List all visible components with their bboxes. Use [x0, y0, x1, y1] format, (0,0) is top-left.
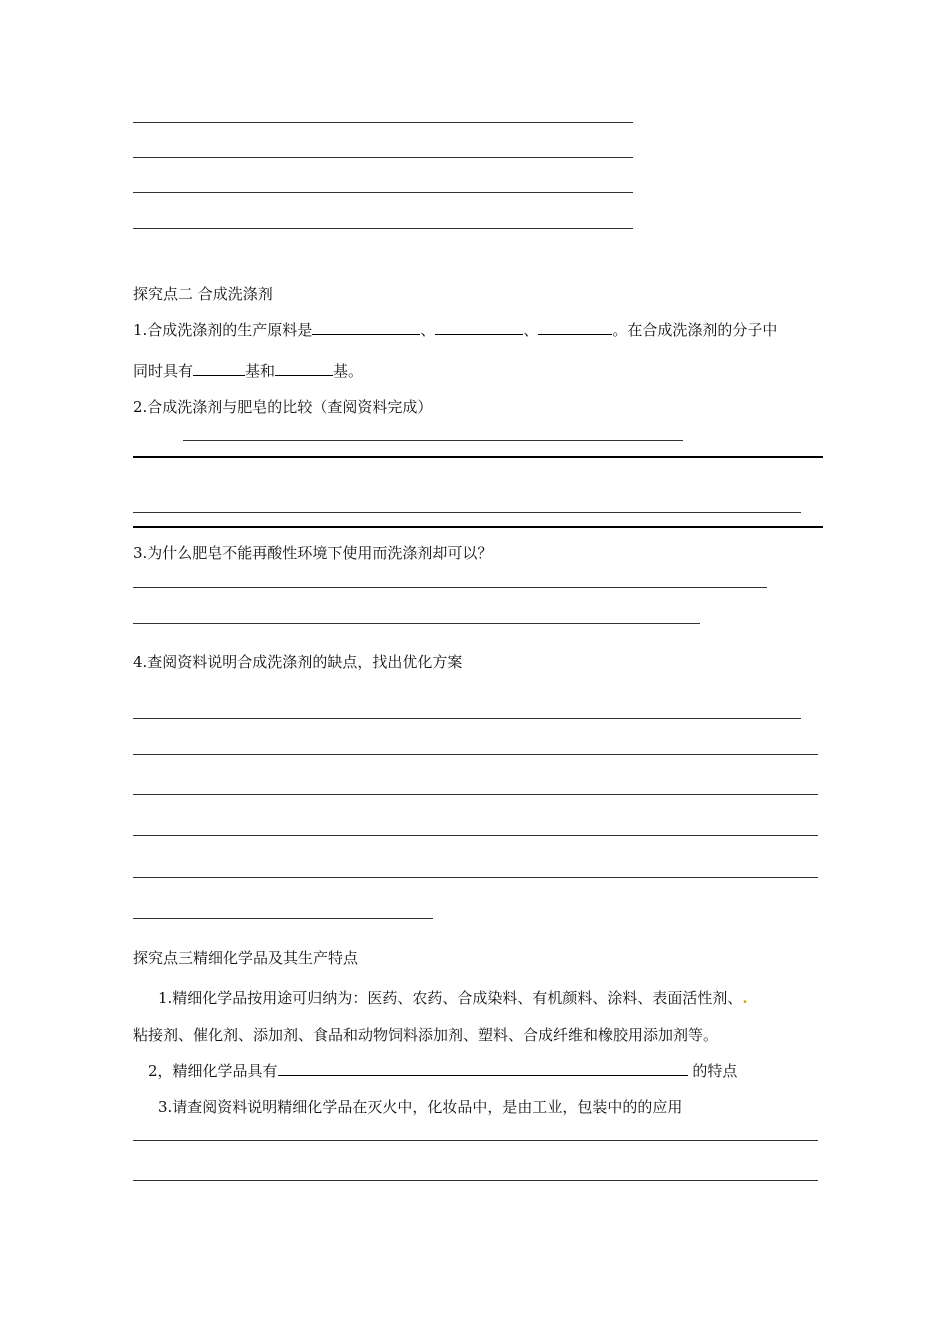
question-text: 1.合成洗涤剂的生产原料是: [133, 321, 313, 339]
blank[interactable]: [278, 1061, 688, 1076]
answer-line: [133, 623, 700, 624]
answer-line: [133, 157, 633, 158]
answer-line: [133, 526, 823, 528]
answer-line: [133, 587, 767, 588]
question-text: 。在合成洗涤剂的分子中: [612, 321, 778, 339]
separator: 、: [420, 321, 436, 339]
answer-line: [133, 754, 818, 755]
blank[interactable]: [538, 320, 612, 335]
question-2: 2.合成洗涤剂与肥皂的比较（查阅资料完成）: [133, 398, 433, 416]
question-3: 3.为什么肥皂不能再酸性环境下使用而洗涤剂却可以？: [133, 544, 493, 562]
question-text: 2，精细化学品具有: [148, 1062, 278, 1080]
question-4: 4.查阅资料说明合成洗涤剂的缺点，找出优化方案: [133, 653, 463, 671]
answer-line: [133, 1140, 818, 1141]
question-1: [158, 988, 748, 1008]
answer-line: [133, 456, 823, 458]
answer-line: [133, 877, 818, 878]
question-text: 基和: [245, 362, 276, 380]
question-text: 同时具有: [133, 362, 194, 380]
answer-line: [133, 512, 801, 513]
answer-line: [133, 718, 801, 719]
answer-line: [133, 122, 633, 123]
blank[interactable]: [312, 320, 420, 335]
question-text: 的特点: [687, 1062, 738, 1080]
section-heading: 探究点二 合成洗涤剂: [133, 285, 273, 303]
question-1: [133, 320, 777, 340]
answer-line: [133, 192, 633, 193]
answer-line: [133, 794, 818, 795]
question-2: [148, 1061, 737, 1081]
answer-line: [133, 835, 818, 836]
blank[interactable]: [193, 361, 245, 376]
mark-dot: .: [742, 989, 748, 1007]
blank[interactable]: [435, 320, 523, 335]
question-3: 3.请查阅资料说明精细化学品在灭火中，化妆品中，是由工业，包装中的的应用: [158, 1098, 683, 1116]
separator: 、: [523, 321, 539, 339]
answer-line: [133, 228, 633, 229]
section-heading: 探究点三精细化学品及其生产特点: [133, 949, 359, 967]
question-text: 1.精细化学品按用途可归纳为：医药、农药、合成染料、有机颜料、涂料、表面活性剂、: [158, 989, 743, 1007]
answer-line: [133, 918, 433, 919]
answer-line: [133, 1180, 818, 1181]
answer-line: [183, 440, 683, 441]
blank[interactable]: [275, 361, 333, 376]
question-text: 基。: [333, 362, 364, 380]
question-1-cont: 粘接剂、催化剂、添加剂、食品和动物饲料添加剂、塑料、合成纤维和橡胶用添加剂等。: [133, 1026, 719, 1044]
question-1-cont: [133, 361, 363, 381]
